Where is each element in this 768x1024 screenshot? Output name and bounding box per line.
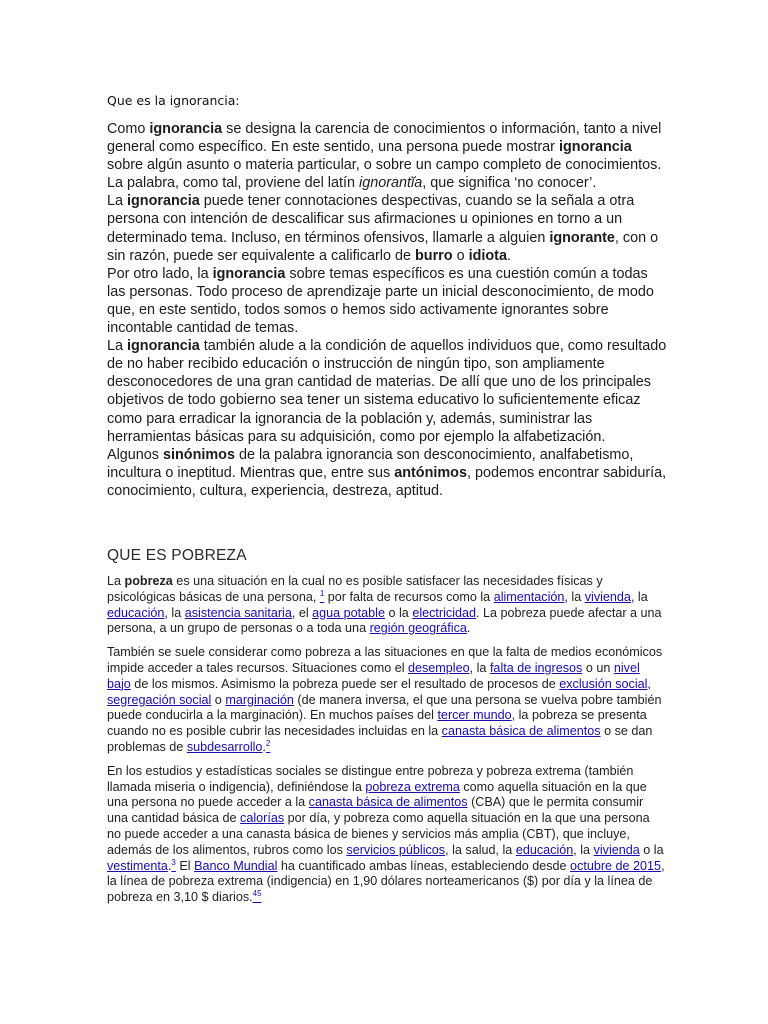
text-link[interactable]: educación	[107, 605, 165, 620]
text-run: , la	[469, 660, 490, 675]
pobreza-body	[107, 574, 667, 914]
text-run: o se dan problemas de	[107, 724, 653, 754]
footnote-link[interactable]: 2	[265, 738, 271, 748]
footnote-link[interactable]: 3	[171, 857, 176, 867]
text-link[interactable]: región geográfica	[369, 621, 467, 636]
text-run: La	[107, 338, 128, 355]
footnote-link[interactable]: 45	[252, 888, 262, 898]
text-run: Como	[107, 121, 150, 137]
text-run: es una situación en la cual no es posible satisfacer las necesidades físicas y psicológicas básicas de una persona,	[107, 574, 603, 604]
text-run: La	[107, 574, 125, 588]
text-run: o	[211, 692, 226, 707]
text-run: o un	[582, 660, 614, 675]
text-run: de los mismos. Asimismo la pobreza puede ser el resultado de procesos de	[130, 676, 560, 691]
text-link[interactable]: Banco Mundial	[194, 858, 278, 873]
section-heading-ignorancia: Que es la ignorancia:	[107, 93, 240, 108]
text-run: , la	[630, 589, 648, 604]
footnote-link[interactable]: 1	[319, 588, 325, 598]
text-run: o	[452, 247, 469, 264]
text-run: o la	[639, 842, 664, 857]
paragraph	[107, 645, 667, 756]
text-run: ha cuantificado ambas líneas, estableciendo desde	[277, 858, 571, 873]
paragraph	[107, 265, 667, 337]
text-run: de la palabra ignorancia son desconocimiento, analfabetismo, incultura o ineptitud. Mientras que, entre sus	[107, 446, 634, 481]
text-link[interactable]: canasta básica de alimentos	[308, 795, 468, 810]
text-link[interactable]: calorías	[240, 811, 285, 826]
text-run: , la	[164, 605, 185, 620]
bold-text: sinónimos	[163, 446, 235, 463]
text-run: , la salud, la	[445, 842, 516, 857]
bold-text: idiota	[468, 247, 507, 264]
text-run: , la	[564, 589, 585, 604]
text-run: .	[466, 621, 471, 636]
text-link[interactable]: educación	[515, 842, 574, 857]
bold-text: ignorancia	[212, 265, 286, 282]
text-link[interactable]: electricidad	[412, 605, 477, 620]
text-run: (de manera inversa, el que una persona se vuelva pobre también puede conducirla a la marginación). En muchos países del	[107, 692, 662, 723]
text-link[interactable]: vestimenta	[107, 858, 168, 873]
text-run: , la	[573, 842, 594, 857]
text-run: puede tener connotaciones despectivas, cuando se la señala a otra persona con intención de descalificar sus afirmaciones u opiniones en torno a un determinado tema. Incluso, en términos ofensivos, llamarle a alguien	[107, 193, 635, 246]
paragraph	[107, 120, 667, 192]
text-link[interactable]: exclusión social	[559, 676, 648, 691]
text-link[interactable]: pobreza extrema	[365, 779, 460, 794]
text-run: Por otro lado, la	[107, 265, 213, 282]
italic-text: ignorantĭa	[359, 175, 423, 192]
text-run: La	[107, 193, 128, 210]
section-heading-pobreza: QUE ES POBREZA	[107, 547, 247, 564]
ignorancia-body	[107, 120, 667, 500]
text-link[interactable]: octubre de 2015	[570, 858, 662, 873]
text-run: también alude a la condición de aquellos individuos que, como resultado de no haber recibido educación o instrucción de ningún tipo, son ampliamente desconocedores de una gran cantidad de materias. De allí que uno de los principales objetivos de todo gobierno sea tener un sistema educativo lo suficientemente eficaz como para erradicar la ignorancia de la población y, además, suministrar las herramientas básicas para su adquisición, como por ejemplo la alfabetización.	[107, 338, 667, 445]
bold-text: ignorancia	[127, 193, 200, 210]
text-link[interactable]: alimentación	[493, 589, 565, 604]
text-run: , la línea de pobreza extrema (indigencia) en 1,90 dólares norteamericanos ($) por día y la línea de pobreza en 3,10 $ diarios.	[107, 858, 665, 905]
text-run: .	[262, 739, 266, 754]
bold-text: ignorancia	[127, 338, 200, 355]
paragraph	[107, 446, 667, 500]
text-run: . La pobreza puede afectar a una persona, a un grupo de personas o a toda una	[107, 605, 662, 636]
text-run: Algunos	[107, 446, 164, 463]
text-link[interactable]: subdesarrollo	[186, 739, 263, 754]
text-run: o la	[385, 605, 413, 620]
text-run: , podemos encontrar sabiduría, conocimiento, cultura, experiencia, destreza, aptitud.	[107, 464, 667, 499]
text-run: ,	[647, 676, 651, 691]
text-run: , con o sin razón, puede ser equivalente a calificarlo de	[107, 229, 659, 264]
text-link[interactable]: nivel bajo	[107, 660, 640, 691]
paragraph	[107, 764, 667, 906]
text-run: (CBA) que le permita consumir una cantidad básica de	[107, 795, 644, 826]
text-link[interactable]: canasta básica de alimentos	[441, 724, 601, 739]
text-link[interactable]: vivienda	[593, 842, 640, 857]
text-run: como aquella situación en la que una persona no puede acceder a la	[107, 779, 647, 810]
text-run: , que significa ‘no conocer’.	[422, 175, 597, 192]
paragraph	[107, 337, 667, 446]
text-link[interactable]: servicios públicos	[346, 842, 446, 857]
text-link[interactable]: asistencia sanitaria	[184, 605, 292, 620]
text-link[interactable]: agua potable	[312, 605, 385, 620]
paragraph	[107, 192, 667, 264]
text-run: El	[175, 858, 195, 873]
text-link[interactable]: segregación social	[107, 692, 212, 707]
bold-text: pobreza	[124, 574, 173, 588]
text-run: , la pobreza se presenta cuando no es posible cubrir las necesidades incluidas en la	[107, 708, 647, 739]
text-run: sobre algún asunto o materia particular, o sobre un campo completo de conocimientos. La palabra, como tal, proviene del latín	[107, 157, 662, 192]
bold-text: ignorante	[549, 229, 615, 246]
bold-text: ignorancia	[149, 121, 223, 137]
text-run: .	[167, 858, 172, 873]
text-run: por día, y pobreza como aquella situación en la que una persona no puede acceder a una canasta básica de bienes y servicios más amplia (CBT), que incluye, además de los alimentos, rubros como los	[107, 811, 650, 857]
bold-text: ignorancia	[558, 139, 632, 156]
paragraph	[107, 574, 667, 637]
bold-text: antónimos	[394, 464, 467, 481]
text-run: se designa la carencia de conocimientos o información, tanto a nivel general como específico. En este sentido, una persona puede mostrar	[107, 121, 662, 156]
text-run: En los estudios y estadísticas sociales se distingue entre pobreza y pobreza extrema (también llamada miseria o indigencia), definiéndose la	[107, 763, 634, 794]
text-link[interactable]: vivienda	[584, 589, 631, 604]
text-run: .	[506, 247, 511, 264]
text-run: , el	[291, 605, 313, 620]
text-link[interactable]: marginación	[225, 692, 294, 707]
text-link[interactable]: falta de ingresos	[489, 660, 583, 675]
text-run: por falta de recursos como la	[324, 589, 494, 604]
text-run: También se suele considerar como pobreza a las situaciones en que la falta de medios económicos impide acceder a tales recursos. Situaciones como el	[107, 645, 663, 675]
bold-text: burro	[415, 247, 453, 264]
text-link[interactable]: desempleo	[408, 660, 470, 675]
text-run: sobre temas específicos es una cuestión común a todas las personas. Todo proceso de aprendizaje parte un inicial desconocimiento, de modo que, en este sentido, todos somos o hemos sido activamente ignorantes sobre incontable cantidad de temas.	[107, 265, 654, 337]
text-link[interactable]: tercer mundo	[437, 708, 512, 723]
